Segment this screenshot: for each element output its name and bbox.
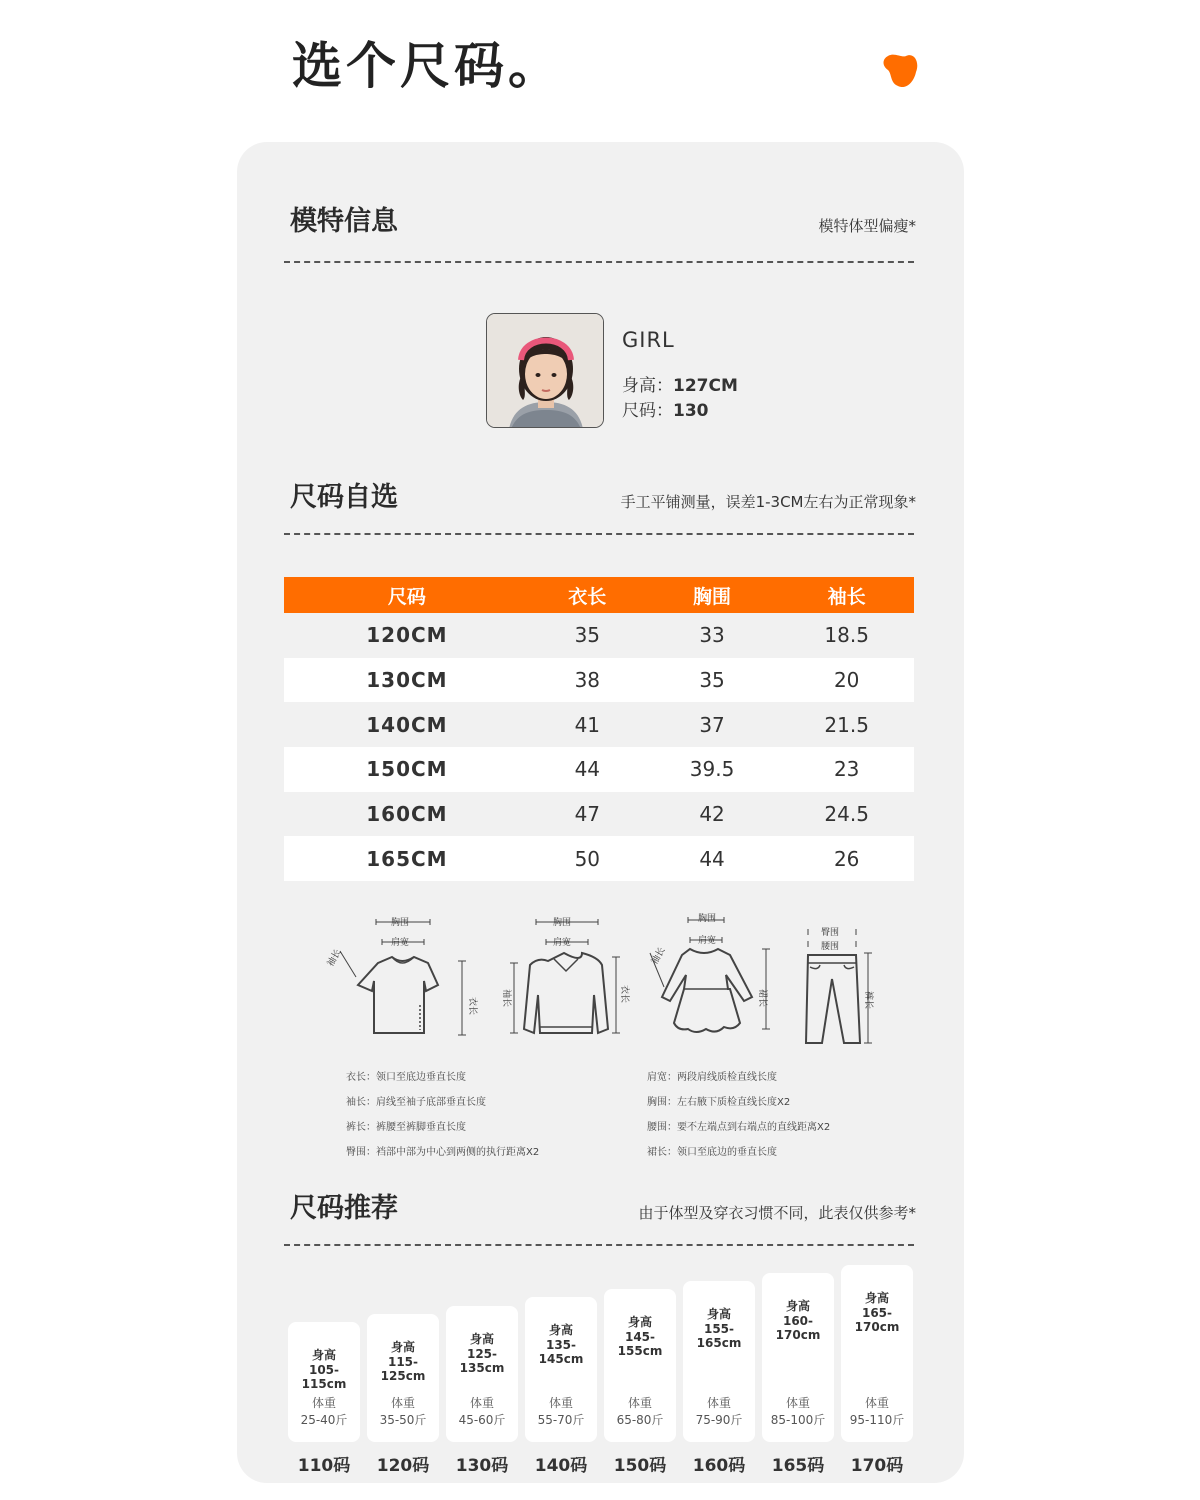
- legend-item: 臀围：裆部中部为中心到两侧的执行距离X2: [346, 1147, 540, 1158]
- weight-range: 75-90斤: [695, 1413, 743, 1427]
- size-table-note: 手工平铺测量，误差1-3CM左右为正常现象*: [620, 493, 916, 511]
- table-cell: 39.5: [645, 747, 780, 792]
- waist-label: 腰围: [821, 942, 840, 952]
- height-label: 身高: [785, 1298, 810, 1313]
- table-cell: 38: [530, 658, 645, 703]
- table-cell: 140CM: [366, 712, 448, 737]
- sleeve-label: 袖长: [649, 945, 668, 967]
- weight-range: 95-110斤: [849, 1413, 905, 1427]
- recommend-column: [762, 1273, 834, 1442]
- sweater-diagram-icon: [510, 919, 620, 1033]
- col-header-length: 衣长: [530, 577, 645, 613]
- table-cell: 130CM: [284, 658, 530, 703]
- recommend-column: [604, 1289, 676, 1442]
- sleeve-label: 袖长: [325, 947, 344, 969]
- table-row: [284, 836, 914, 881]
- length-label: 衣长: [467, 997, 477, 1016]
- weight-range: 65-80斤: [616, 1413, 664, 1427]
- measurement-diagrams: [320, 905, 900, 1055]
- chest-label: 胸围: [698, 914, 717, 924]
- length-label: 衣长: [619, 985, 629, 1004]
- chest-label: 胸围: [553, 918, 572, 928]
- table-cell: 21.5: [824, 712, 869, 737]
- model-height-value: 127CM: [673, 376, 738, 396]
- weight-label: 体重: [706, 1396, 731, 1410]
- legend-item: 裤长：裤腰至裤脚垂直长度: [346, 1122, 466, 1133]
- chest-label: 胸围: [391, 918, 410, 928]
- table-cell: 120CM: [366, 623, 448, 648]
- weight-label: 体重: [390, 1396, 415, 1410]
- legend-item: 肩宽：两段肩线质检直线长度: [647, 1072, 777, 1083]
- recommend-column: [841, 1265, 913, 1442]
- model-size-value: 130: [673, 401, 709, 421]
- divider: [284, 533, 914, 535]
- height-label: 身高: [548, 1323, 573, 1338]
- model-portrait-image: [487, 314, 604, 428]
- table-cell: 33: [699, 623, 725, 648]
- weight-label: 体重: [864, 1396, 889, 1410]
- size-table-title: 尺码自选: [290, 482, 398, 513]
- height-range: 145-155cm: [617, 1330, 663, 1359]
- weight-label: 体重: [311, 1396, 336, 1410]
- divider: [284, 261, 914, 263]
- height-label: 身高: [311, 1348, 336, 1362]
- model-info-header: [290, 198, 916, 238]
- weight-range: 45-60斤: [458, 1413, 506, 1427]
- recommend-note: 由于体型及穿衣习惯不同，此表仅供参考*: [638, 1204, 916, 1222]
- height-range: 105-115cm: [301, 1363, 347, 1391]
- recommended-size-label: 140码: [534, 1456, 588, 1476]
- weight-label: 体重: [548, 1396, 573, 1410]
- recommend-column: [367, 1314, 439, 1442]
- size-table-header: [290, 474, 916, 514]
- shoulder-label: 肩宽: [553, 938, 572, 948]
- legend-item: 胸围：左右腋下质检直线长度X2: [647, 1097, 791, 1108]
- legend-item: 裙长：领口至底边的垂直长度: [647, 1147, 777, 1158]
- size-table: [284, 577, 914, 881]
- recommend-column: [446, 1306, 518, 1442]
- table-row: [284, 702, 914, 747]
- col-header-sleeve: 袖长: [779, 577, 914, 613]
- model-size: [622, 396, 709, 421]
- height-label: 身高: [469, 1331, 494, 1346]
- skirt-label: 裙长: [757, 989, 767, 1008]
- height-label: 身高: [390, 1339, 415, 1354]
- table-cell: 160CM: [366, 802, 448, 827]
- table-cell: 18.5: [824, 623, 869, 648]
- table-cell: 50: [530, 836, 645, 881]
- height-label: 身高: [864, 1290, 889, 1305]
- recommended-size-label: 170码: [850, 1456, 904, 1476]
- height-range: 115-125cm: [380, 1354, 426, 1383]
- model-size-label: 尺码：: [622, 401, 673, 421]
- table-cell: 20: [779, 658, 914, 703]
- table-cell: 26: [779, 836, 914, 881]
- recommend-column: [525, 1297, 597, 1442]
- recommend-column: [288, 1322, 360, 1442]
- recommended-size-label: 110码: [297, 1456, 351, 1476]
- weight-range: 55-70斤: [537, 1413, 585, 1427]
- table-cell: 35: [645, 658, 780, 703]
- weight-label: 体重: [627, 1396, 652, 1410]
- page-title: 选个尺码。: [292, 37, 562, 95]
- model-photo: [486, 313, 604, 428]
- shoulder-label: 肩宽: [391, 938, 410, 948]
- recommended-size-label: 120码: [376, 1456, 430, 1476]
- height-range: 165-170cm: [854, 1305, 900, 1334]
- height-range: 135-145cm: [538, 1338, 584, 1367]
- weight-label: 体重: [469, 1396, 494, 1410]
- legend-item: 衣长：领口至底边垂直长度: [346, 1072, 466, 1083]
- table-cell: 165CM: [284, 836, 530, 881]
- hip-label: 臀围: [821, 928, 840, 938]
- table-row: [284, 747, 914, 792]
- model-info-note: 模特体型偏瘦*: [818, 217, 916, 235]
- recommend-header: [290, 1185, 916, 1225]
- recommended-size-label: 165码: [771, 1456, 825, 1476]
- size-table-header-row: [284, 577, 914, 613]
- height-range: 160-170cm: [775, 1313, 821, 1342]
- table-cell: 44: [530, 747, 645, 792]
- measurement-legend-left: [346, 1068, 539, 1168]
- recommended-size-label: 130码: [455, 1456, 509, 1476]
- col-header-size: 尺码: [284, 577, 530, 613]
- height-range: 155-165cm: [696, 1322, 742, 1350]
- table-cell: 41: [574, 712, 601, 737]
- legend-item: 腰围：要不左端点到右端点的直线距离X2: [647, 1122, 831, 1133]
- table-cell: 150CM: [284, 747, 530, 792]
- recommended-size-label: 160码: [692, 1456, 746, 1476]
- divider: [284, 1244, 914, 1246]
- table-row: [284, 792, 914, 837]
- col-header-chest: 胸围: [645, 577, 780, 613]
- model-info-title: 模特信息: [290, 206, 398, 237]
- shoulder-label: 肩宽: [698, 936, 717, 946]
- weight-label: 体重: [785, 1396, 810, 1410]
- brand-logo-icon: [880, 50, 922, 92]
- weight-range: 35-50斤: [379, 1413, 427, 1427]
- height-label: 身高: [627, 1315, 652, 1330]
- model-height: [622, 371, 738, 396]
- recommend-title: 尺码推荐: [290, 1193, 398, 1224]
- tshirt-diagram-icon: [340, 919, 466, 1035]
- size-recommendation-chart: [288, 1258, 914, 1488]
- model-name: GIRL: [622, 328, 675, 352]
- table-cell: 44: [645, 836, 780, 881]
- sleeve-label: 袖长: [501, 989, 511, 1008]
- weight-range: 25-40斤: [300, 1413, 348, 1427]
- table-cell: 42: [699, 802, 725, 827]
- recommended-size-label: 150码: [613, 1456, 667, 1476]
- height-range: 125-135cm: [459, 1346, 505, 1375]
- legend-item: 袖长：肩线至袖子底部垂直长度: [346, 1097, 486, 1108]
- table-row: [284, 613, 914, 658]
- model-height-label: 身高：: [622, 376, 673, 396]
- weight-range: 85-100斤: [770, 1413, 826, 1427]
- recommend-column: [683, 1281, 755, 1442]
- table-cell: 35: [574, 623, 601, 648]
- table-row: [284, 658, 914, 703]
- table-cell: 47: [574, 802, 601, 827]
- measurement-legend-right: [647, 1068, 830, 1168]
- table-cell: 37: [699, 712, 725, 737]
- dress-diagram-icon: [650, 917, 770, 1032]
- height-label: 身高: [706, 1307, 731, 1321]
- table-cell: 24.5: [824, 802, 869, 827]
- table-cell: 23: [779, 747, 914, 792]
- pants-length-label: 裤长: [863, 991, 873, 1010]
